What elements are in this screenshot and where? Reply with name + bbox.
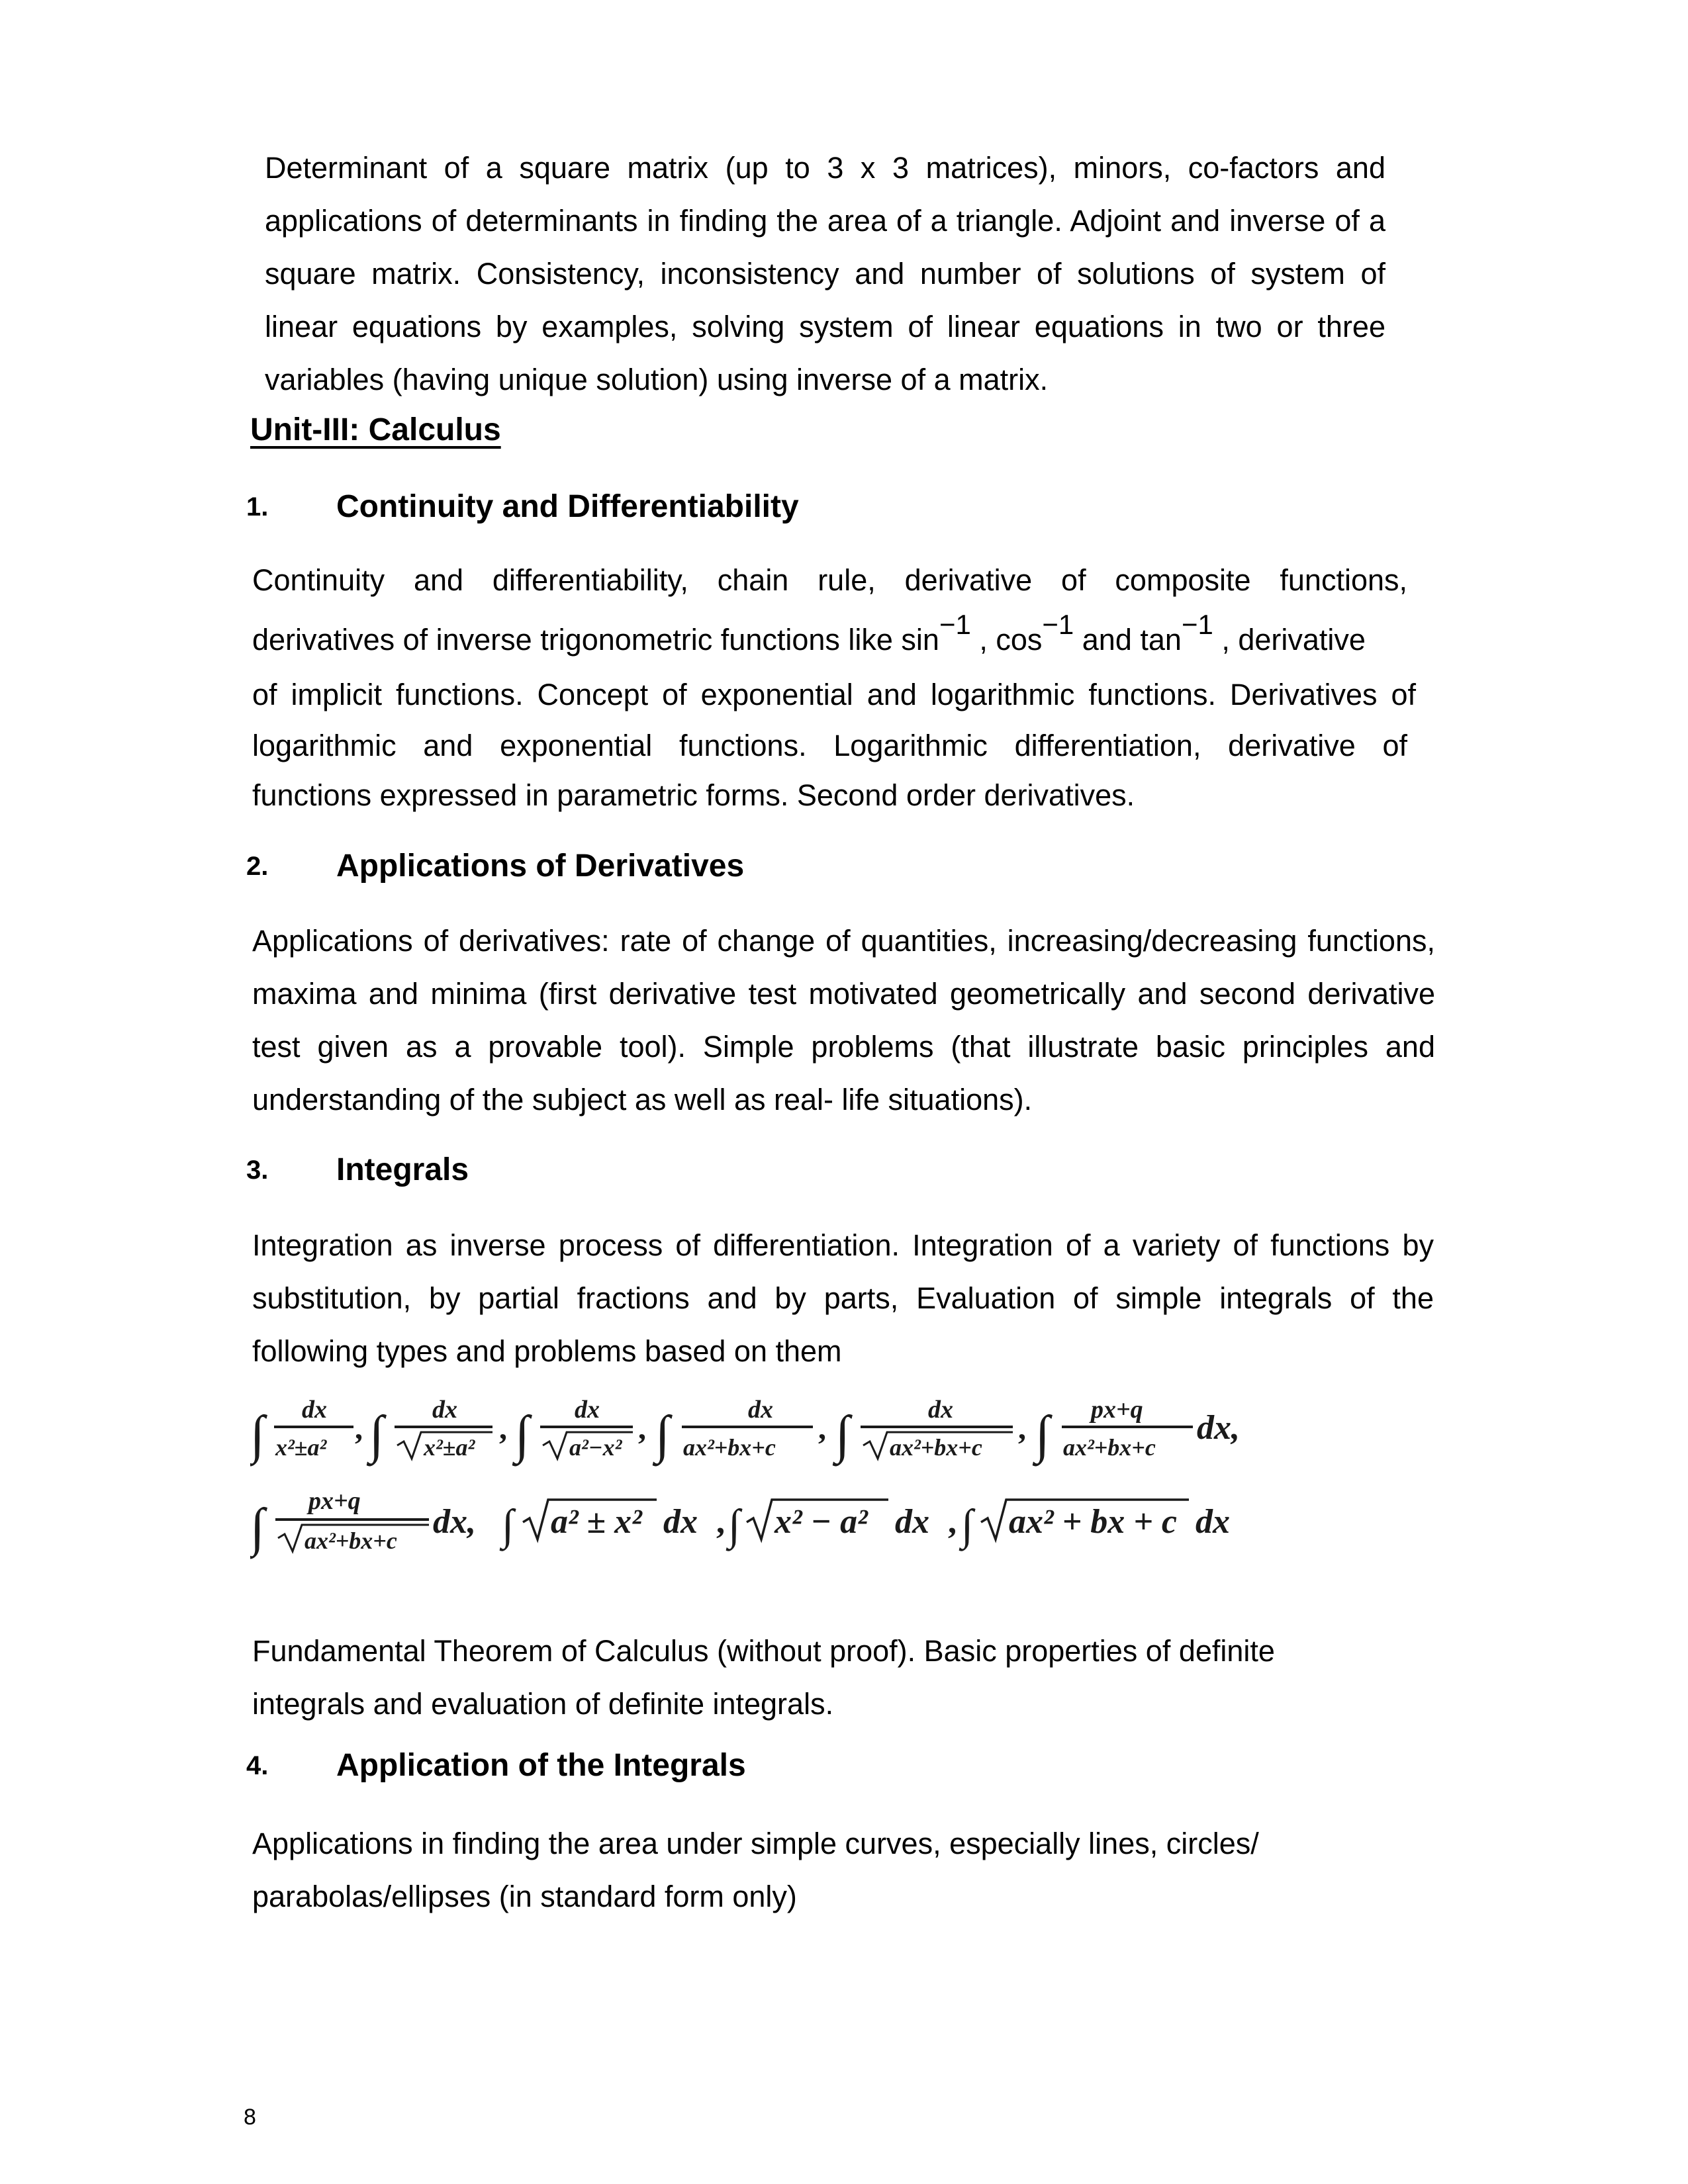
separator: ,: [948, 1503, 957, 1541]
separator: ,: [1018, 1411, 1026, 1446]
integral-sign: ∫: [502, 1501, 514, 1549]
section-number: 2.: [246, 852, 269, 881]
denominator: ax²+bx+c: [1063, 1434, 1156, 1461]
differential: dx,: [1197, 1409, 1240, 1447]
section-body-line: Continuity and differentiability, chain rule, derivative of composite functions,: [252, 563, 1407, 597]
integral-sign: ∫: [655, 1406, 670, 1464]
integral-sign: ∫: [835, 1406, 850, 1464]
denominator: ax²+bx+c: [890, 1434, 982, 1461]
section-title: Continuity and Differentiability: [336, 489, 799, 524]
radicand: a² ± x²: [551, 1503, 642, 1541]
separator: ,: [499, 1411, 507, 1446]
section-body-line: of implicit functions. Concept of exponential and logarithmic functions. Derivatives of: [252, 678, 1416, 711]
text-run: and tan: [1074, 623, 1182, 657]
differential: dx: [1196, 1503, 1230, 1541]
denominator: x²±a²: [275, 1434, 327, 1461]
section-body-line: [252, 609, 1366, 662]
section-title: Application of the Integrals: [336, 1748, 746, 1783]
text-run: , cos: [970, 623, 1043, 657]
section-title: Applications of Derivatives: [336, 848, 745, 884]
numerator: dx: [748, 1396, 773, 1424]
intro-paragraph: Determinant of a square matrix (up to 3 x 3 matrices), minors, co-factors and applications of determinants in finding the area of a triangle. Adjoint and inverse of a square matrix. Consistency, inconsistency and number of solutions of system of linear equations by examples, solving system of linear equations in two or three variables (having unique solution) using inverse of a matrix.: [265, 151, 1385, 396]
section-number: 4.: [246, 1751, 269, 1780]
separator: ,: [355, 1411, 363, 1446]
numerator: dx: [928, 1396, 953, 1424]
radicand: ax² + bx + c: [1009, 1503, 1177, 1541]
denominator: ax²+bx+c: [683, 1434, 776, 1461]
page-number: 8: [244, 2105, 256, 2130]
integral-sign: ∫: [1035, 1406, 1050, 1464]
section-title: Integrals: [336, 1152, 469, 1187]
denominator: a²−x²: [569, 1434, 622, 1461]
integral-sign: ∫: [250, 1406, 265, 1464]
numerator: px+q: [308, 1487, 361, 1515]
integral-sign: ∫: [728, 1501, 741, 1549]
separator: ,: [716, 1503, 725, 1541]
section-body: Applications of derivatives: rate of change of quantities, increasing/decreasing functions, maxima and minima (first derivative test motivated geometrically and second derivative test given as a provable tool). Simple problems (that illustrate basic principles and understanding of the subject as well as real- life situations).: [252, 924, 1435, 1116]
superscript: −1: [1042, 609, 1074, 640]
integral-sign: ∫: [369, 1406, 384, 1464]
text-run: derivatives of inverse trigonometric functions like sin: [252, 623, 939, 657]
section-body-line: logarithmic and exponential functions. Logarithmic differentiation, derivative of: [252, 729, 1407, 762]
integral-sign: ∫: [515, 1406, 530, 1464]
integral-formulas: [250, 1386, 1309, 1578]
section-number: 1.: [246, 492, 269, 522]
section-body: Applications in finding the area under simple curves, especially lines, circles/ parabolas/ellipses (in standard form only): [252, 1827, 1259, 1913]
section-body-line: functions expressed in parametric forms. Second order derivatives.: [252, 778, 1135, 812]
radicand: x² − a²: [774, 1503, 868, 1541]
superscript: −1: [1181, 609, 1213, 640]
numerator: px+q: [1091, 1396, 1143, 1424]
section-body-after-formulas: Fundamental Theorem of Calculus (without proof). Basic properties of definite integrals and evaluation of definite integrals.: [252, 1634, 1275, 1721]
differential: dx: [663, 1503, 698, 1541]
numerator: dx: [575, 1396, 600, 1424]
differential: dx,: [433, 1503, 476, 1541]
integral-sign: ∫: [961, 1501, 974, 1549]
separator: ,: [638, 1411, 646, 1446]
text-run: , derivative: [1213, 623, 1366, 657]
separator: ,: [818, 1411, 826, 1446]
numerator: dx: [432, 1396, 457, 1424]
numerator: dx: [302, 1396, 327, 1424]
section-body: Integration as inverse process of differentiation. Integration of a variety of functions by substitution, by partial fractions and by parts, Evaluation of simple integrals of the following types and problems based on them: [252, 1228, 1434, 1368]
section-number: 3.: [246, 1156, 269, 1185]
superscript: −1: [939, 609, 971, 640]
differential: dx: [895, 1503, 929, 1541]
denominator: ax²+bx+c: [305, 1527, 397, 1554]
unit-title: Unit-III: Calculus: [250, 412, 501, 447]
denominator: x²±a²: [424, 1434, 475, 1461]
integral-sign: ∫: [250, 1498, 265, 1557]
